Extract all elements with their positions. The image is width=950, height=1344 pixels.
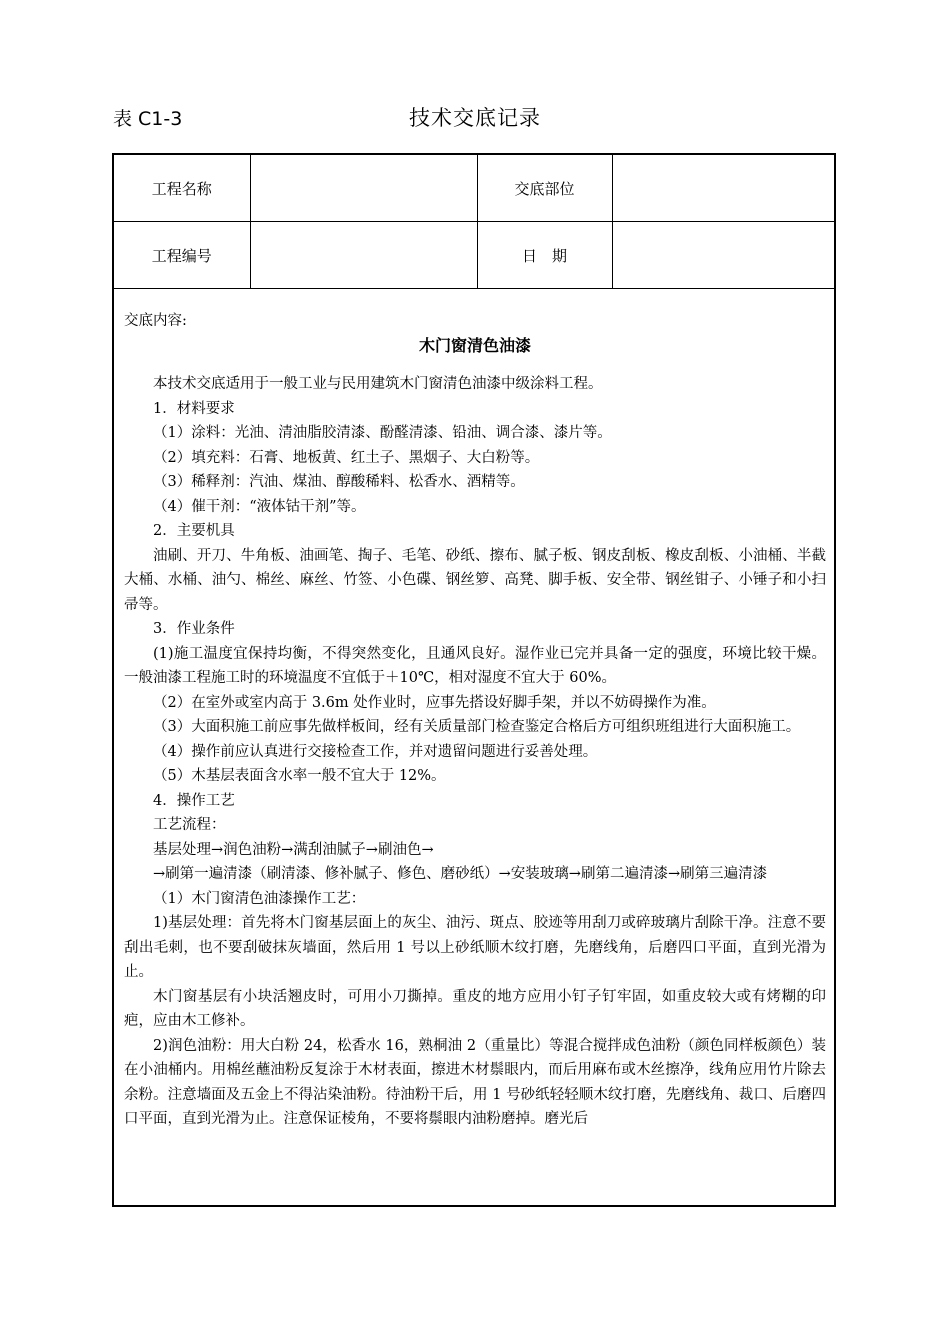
paragraph: （3）大面积施工前应事先做样板间，经有关质量部门检查鉴定合格后方可组织班组进行大面积施工。 (153, 719, 801, 735)
paragraph: （2）在室外或室内高于 3.6m 处作业时，应事先搭设好脚手架，并以不妨碍操作为准。 (153, 694, 716, 711)
paragraph: （1）木门窗清色油漆操作工艺： (153, 890, 366, 907)
paragraph: 木门窗基层有小块活翘皮时，可用小刀撕掉。重皮的地方应用小钉子钉牢固，如重皮较大或有烤糊的印疤，应由木工修补。 (124, 988, 826, 1029)
info-row-2 (114, 222, 834, 289)
paragraph: 本技术交底适用于一般工业与民用建筑木门窗清色油漆中级涂料工程。 (153, 376, 603, 392)
project-name-label: 工程名称 (114, 155, 250, 222)
form-code: 表 C1-3 (113, 108, 183, 130)
paragraph: （4）催干剂：“液体钴干剂”等。 (153, 498, 366, 515)
project-no-field[interactable] (250, 222, 477, 289)
paragraph: 2．主要机具 (153, 523, 235, 539)
paragraph: 1．材料要求 (153, 400, 235, 417)
project-name-field[interactable] (250, 155, 477, 222)
info-table (114, 155, 834, 289)
content-section (114, 289, 834, 1132)
paragraph: 1)基层处理：首先将木门窗基层面上的灰尘、油污、斑点、胶迹等用刮刀或碎玻璃片刮除干净。注意不要刮出毛刺，也不要刮破抹灰墙面，然后用 1 号以上砂纸顺木纹打磨，先磨线角，后磨四口平面，直到光滑为止。 (124, 915, 826, 980)
project-no-label: 工程编号 (114, 222, 250, 289)
paragraph: 油刷、开刀、牛角板、油画笔、掏子、毛笔、砂纸、擦布、腻子板、钢皮刮板、橡皮刮板、小油桶、半截大桶、水桶、油勺、棉丝、麻丝、竹签、小色碟、钢丝箩、高凳、脚手板、安全带、钢丝钳子、小锤子和小扫帚等。 (124, 547, 826, 613)
paragraph: （4）操作前应认真进行交接检查工作，并对遗留问题进行妥善处理。 (153, 743, 598, 760)
paragraph: （3）稀释剂：汽油、煤油、醇酸稀料、松香水、酒精等。 (153, 474, 525, 490)
date-field[interactable] (612, 222, 834, 289)
paragraph: 基层处理→润色油粉→满刮油腻子→刷油色→ (153, 841, 434, 858)
date-label: 日 期 (477, 222, 612, 289)
paragraph: 3．作业条件 (153, 621, 235, 637)
paragraph: →刷第一遍清漆（刷清漆、修补腻子、修色、磨砂纸）→安装玻璃→刷第二遍清漆→刷第三遍清漆 (153, 866, 768, 882)
paragraph: 4．操作工艺 (153, 792, 235, 809)
location-label: 交底部位 (477, 155, 612, 222)
paragraph: 2)润色油粉：用大白粉 24，松香水 16，熟桐油 2（重量比）等混合搅拌成色油粉（颜色同样板颜色）装在小油桶内。用棉丝蘸油粉反复涂于木材表面，擦进木材鬃眼内，而后用麻布或木丝擦净，线角应用竹片除去余粉。注意墙面及五金上不得沾染油粉。待油粉干后，用 1 号砂纸轻轻顺木纹打磨，先磨线角、裁口、后磨四口平面，直到光滑为止。注意保证棱角，不要将鬃眼内油粉磨掉。磨光后 (124, 1037, 826, 1127)
document-title: 技术交底记录 (409, 106, 541, 130)
info-row-1 (114, 155, 834, 222)
record-form (112, 153, 836, 1207)
paragraph: （1）涂料：光油、清油脂胶清漆、酚醛清漆、铅油、调合漆、漆片等。 (153, 425, 612, 441)
paragraph: （5）木基层表面含水率一般不宜大于 12%。 (153, 768, 446, 784)
content-label: 交底内容: (124, 313, 187, 329)
paragraph: 工艺流程： (153, 817, 226, 833)
location-field[interactable] (612, 155, 834, 222)
paragraph: (1)施工温度宜保持均衡，不得突然变化，且通风良好。湿作业已完并具备一定的强度，环境比较干燥。一般油漆工程施工时的环境温度不宜低于＋10℃，相对湿度不宜大于 60%。 (124, 645, 826, 686)
content-subtitle: 木门窗清色油漆 (418, 335, 531, 355)
paragraph: （2）填充料：石膏、地板黄、红土子、黑烟子、大白粉等。 (153, 449, 540, 466)
